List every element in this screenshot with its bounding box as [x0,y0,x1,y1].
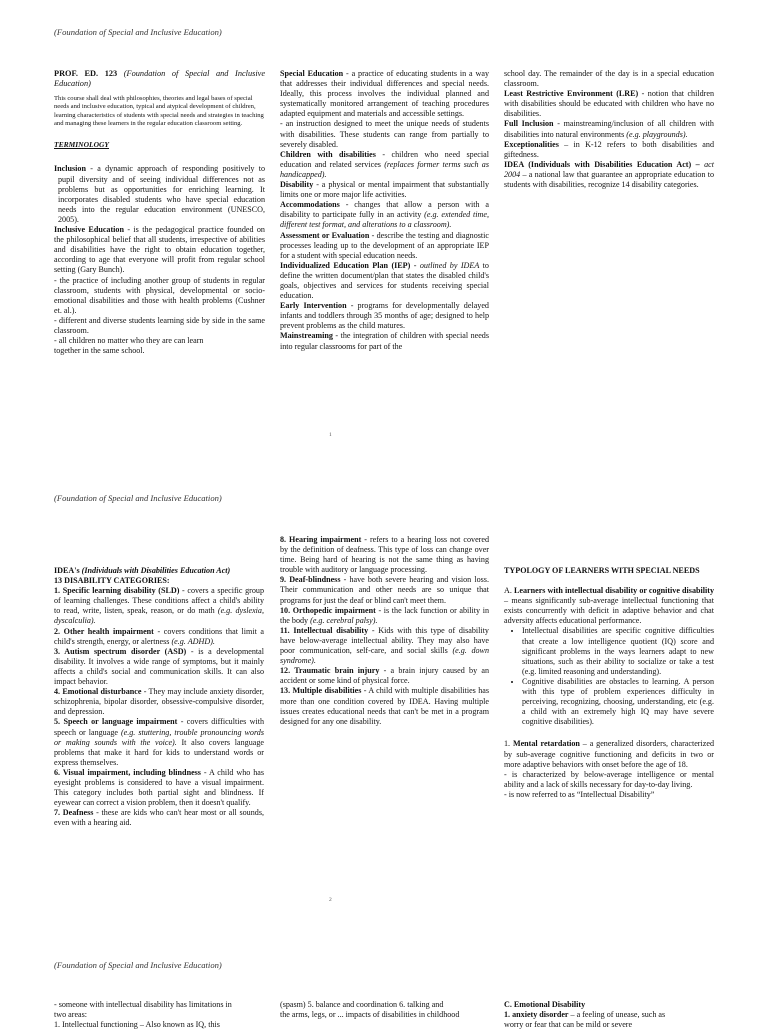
special-education-line: - an instruction designed to meet the unique needs of students with disabilities. These students can range from partially to severely disabled. [280,119,489,149]
course-title: PROF. ED. 123 (Foundation of Special and Inclusive Education) [54,69,266,89]
page-number: 2 [329,897,332,903]
page3-line: - someone with intellectual disability has limitations in [54,1000,232,1009]
inclusive-line: - all children no matter who they are can learn [54,336,204,346]
page2-column-1 [54,566,264,828]
category-item: 6. Visual impairment, including blindness - A child who has eyesight problems is considered to have a visual impairment. This category includes both partial sight and blindness. If eyewear can correct a vision problem, then it doesn't qualify. [54,767,264,808]
emotional-disability-heading: C. Emotional Disability [504,1000,586,1009]
terminology-heading: TERMINOLOGY [54,140,110,150]
page-header-2: (Foundation of Special and Inclusive Education) [54,493,222,503]
page1-column-3 [504,69,714,190]
category-item: 1. Specific learning disability (SLD) - covers a specific group of learning challenges. These conditions affect a child's ability to read, write, listen, speak, reason, or do math (e.g. dyslexia, dyscalculia). [54,586,264,626]
mental-retardation-definition: 1. Mental retardation – a generalized disorders, characterized by sub-average cognitive functioning and deficits in two or more adaptive behaviors with onset before the age of 18. [504,739,714,769]
category-item: 8. Hearing impairment - refers to a hearing loss not covered by the definition of deafness. This type of loss can change over time. Being hard of hearing is not the same thing as having trouble with auditory or language processing. [280,535,489,575]
exceptionalities-definition: Exceptionalities – in K-12 refers to both disabilities and giftedness. [504,139,714,159]
category-item: 13. Multiple disabilities - A child with multiple disabilities has more than one condition covered by IDEA. Having multiple issues creates educational needs that can't be met in a program designed for any one disability. [280,686,489,726]
inclusion-definition: Inclusion - a dynamic approach of responding positively to pupil diversity and of seeing individual differences not as problems but as opportunities for enriching learning. It incorporates disabled students who have special education needs into the regular education environment (UNESCO, 2005). [54,164,265,224]
inclusive-line: - the practice of including another group of students in regular classroom, students with physical, developmental or socio-emotional disabilities and those with health problems (Cushner et. al.). [54,275,265,315]
page3-line: the arms, legs, or ... impacts of disabilities in childhood [280,1010,460,1020]
early-intervention-definition: Early Intervention - programs for developmentally delayed infants and toddlers through 35 months of age; designed to help prevent problems as the child matures. [280,301,489,331]
page2-column-3 [504,566,714,800]
page1-column-2 [280,69,489,352]
page3-column-2 [280,1000,489,1020]
idea-definition: IDEA (Individuals with Disabilities Education Act) – act 2004 – a national law that guarantee an appropriate education to students with disabilities, recognize 14 disability categories. [504,159,714,190]
typology-bullets [504,626,714,727]
page3-line: 1. Intellectual functioning – Also known as IQ, this [54,1020,220,1030]
category-item: 4. Emotional disturbance - They may include anxiety disorder, schizophrenia, bipolar disorder, obsessive-compulsive disorder, and depression. [54,687,264,717]
typology-a: A. Learners with intellectual disability or cognitive disability – means significantly sub-average intellectual functioning that exists concurrently with deficit in adaptive behavior and chat adversity affects educational performance. [504,586,714,626]
idea-categories-heading: IDEA's (Individuals with Disabilities Education Act) [54,566,231,575]
assessment-definition: Assessment or Evaluation - describe the testing and diagnostic processes leading up to the development of an appropriate IEP for a student with special education needs. [280,230,489,260]
category-item: 11. Intellectual disability - Kids with this type of disability have below-average intellectual ability. They may also have poor communication, self-care, and social skills (e.g. down syndrome). [280,625,489,666]
accommodations-definition: Accommodations - changes that allow a person with a disability to participate fully in an activity (e.g. extended time, different test format, and alterations to a classroom). [280,200,489,230]
disability-definition: Disability - a physical or mental impairment that substantially limits one or more major life activities. [280,180,489,200]
bullet-item: • Intellectual disabilities are specific cognitive difficulties that create a low intelligence quotient (IQ) score and significant problems in the ways learners adapt to new situations, such as their ability to socialize or take a test (e.g. limited reasoning and understanding). [522,626,714,676]
inclusive-line: together in the same school. [54,346,145,356]
course-description: This course shall deal with philosophies, theories and legal bases of special needs and inclusive education, typical and atypical development of children, learning characteristics of students with special needs and strategies in teaching and managing these learners in the regular education classroom setting. [54,95,264,128]
category-item: 7. Deafness - these are kids who can't hear most or all sounds, even with a hearing aid. [54,808,264,828]
category-item: 2. Other health impairment - covers conditions that limit a child's strength, energy, or alertness (e.g. ADHD). [54,626,265,646]
category-item: 10. Orthopedic impairment - is the lack function or ability in the body (e.g. cerebral palsy). [280,605,489,625]
page3-line: two areas: [54,1010,88,1020]
page3-column-1 [54,1000,264,1030]
iep-definition: Individualized Education Plan (IEP) - outlined by IDEA to define the written document/plan that states the disabled child's goals, objectives and services for students receiving special education. [280,260,489,301]
lre-definition: Least Restrictive Environment (LRE) - notion that children with disabilities should be educated with children who have no disabilities. [504,89,714,119]
categories-label: 13 DISABILITY CATEGORIES: [54,576,170,586]
special-education-definition: Special Education - a practice of educating students in a way that addresses their individual differences and special needs. Ideally, this process involves the individual planned and systematically monitored arrangement of teaching procedures adapted equipment and materials and accessible settings. [280,69,489,119]
bullet-item: • Cognitive disabilities are obstacles to learning. A person with this type of problem experiences difficulty in perceiving, recognizing, choosing, understanding, etc (e.g. a child with an extremely high IQ may have severe cognitive disabilities). [522,677,714,727]
page-header-1: (Foundation of Special and Inclusive Education) [54,27,222,37]
page-header-3: (Foundation of Special and Inclusive Education) [54,960,222,970]
inclusive-education-definition: Inclusive Education - is the pedagogical practice founded on the philosophical belief that all students, irrespective of abilities and disabilities have the right to obtain education together, according to age that everyone will profit from regular school setting (Gary Bunch). [54,225,265,275]
inclusive-line: - different and diverse students learning side by side in the same classroom. [54,315,265,335]
page-number: 1 [329,432,332,438]
page2-column-2 [280,535,489,727]
page3-line: worry or fear that can be mild or severe [504,1020,633,1030]
anxiety-disorder-definition: 1. anxiety disorder – a feeling of unease, such as [504,1010,666,1020]
category-item: 5. Speech or language impairment - covers difficulties with speech or language (e.g. stuttering, trouble pronouncing words or making sounds with the voice). It also covers language problems that make it hard for kids to understand words or express themselves. [54,717,264,767]
typology-heading: TYPOLOGY OF LEARNERS WITH SPECIAL NEEDS [504,566,700,575]
category-item: 12. Traumatic brain injury - a brain injury caused by an accident or some kind of physical force. [280,666,490,686]
category-item: 3. Autism spectrum disorder (ASD) - is a developmental disability. It involves a wide range of symptoms, but it mainly affects a child's social and communication skills. It can also impact behavior. [54,646,264,687]
page1-column-1 [54,69,265,356]
children-with-disabilities-definition: Children with disabilities - children who need special education and related services (replaces former terms such as handicapped). [280,149,489,179]
mental-retardation-line: - is characterized by below-average intelligence or mental ability and a lack of skills necessary for day-to-day living. [504,769,714,789]
page3-line: (spasm) 5. balance and coordination 6. talking and [280,1000,444,1009]
mainstreaming-definition: Mainstreaming - the integration of children with special needs into regular classrooms for part of the [280,331,489,351]
page3-column-3 [504,1000,714,1030]
mainstreaming-continued: school day. The remainder of the day is in a special education classroom. [504,69,714,89]
mental-retardation-line: - is now referred to as “Intellectual Disability” [504,789,655,799]
full-inclusion-definition: Full Inclusion - mainstreaming/inclusion of all children with disabilities into natural environments (e.g. playgrounds). [504,119,714,139]
category-item: 9. Deaf-blindness - have both severe hearing and vision loss. Their communication and other needs are so unique that programs for just the deaf or blind can't meet them. [280,575,489,605]
